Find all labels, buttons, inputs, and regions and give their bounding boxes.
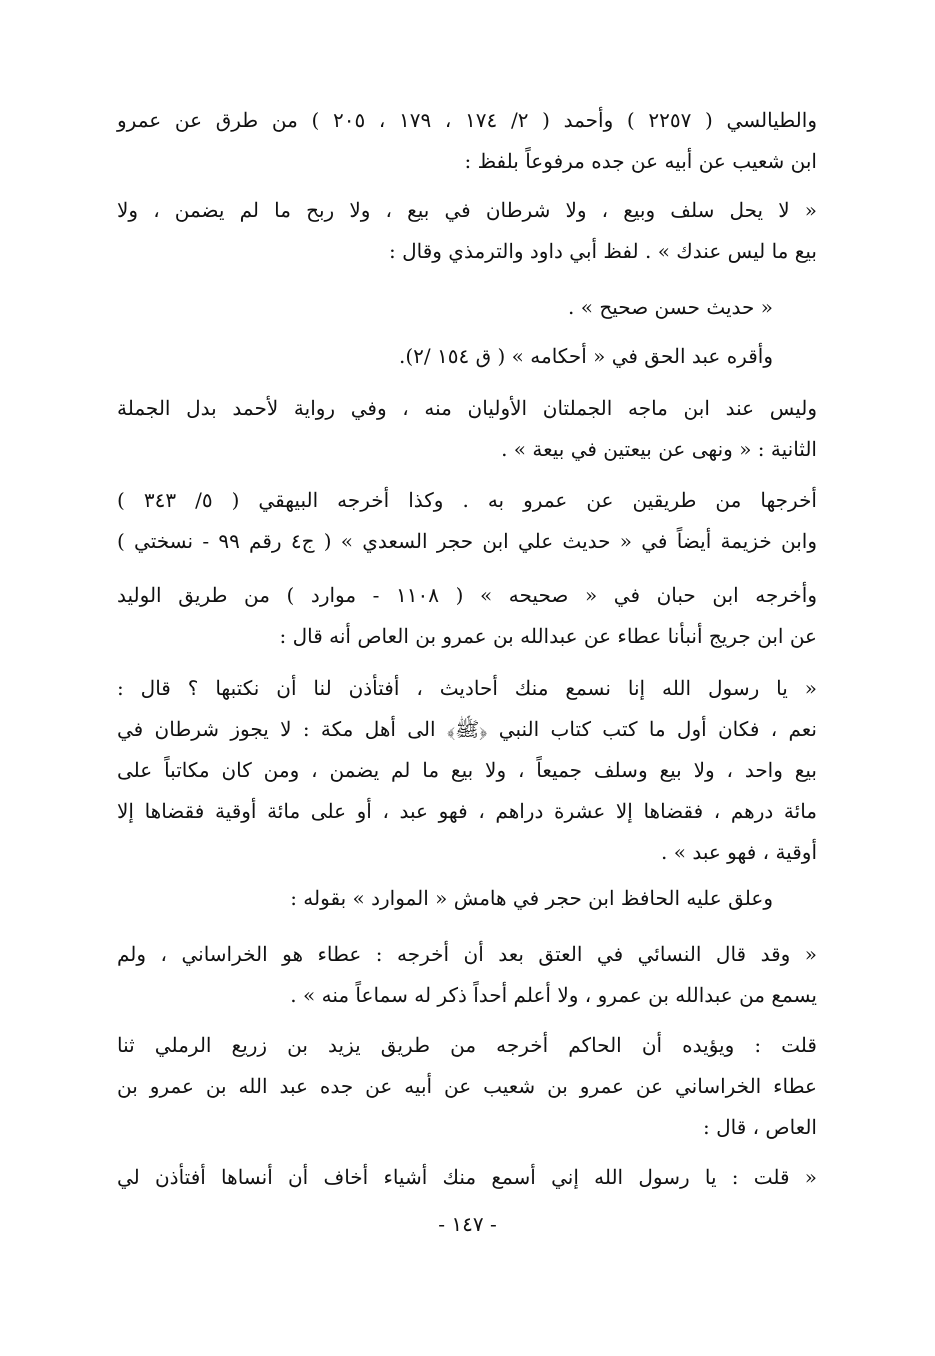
text-line: وليس عند ابن ماجه الجملتان الأوليان منه ، وفي رواية لأحمد بدل الجملة — [117, 396, 817, 420]
text-line: وابن خزيمة أيضاً في « حديث علي ابن حجر السعدي » ( ج٤ رقم ٩٩ - نسختي ) — [117, 529, 818, 553]
text-line: وأقره عبد الحق في « أحكامه » ( ق ١٥٤ /٢). — [399, 344, 773, 368]
text-line: عطاء الخراساني عن عمرو بن شعيب عن أبيه عن جده عبد الله بن عمرو بن — [117, 1074, 817, 1098]
paragraph-7 — [117, 575, 817, 657]
text-line: العاص ، قال : — [702, 1115, 817, 1139]
text-line: قلت : ويؤيده أن الحاكم أخرجه من طريق يزيد بن زريع الرملي ثنا — [117, 1033, 817, 1057]
paragraph-1 — [117, 100, 817, 182]
text-line: نعم ، فكان أول ما كتب كتاب النبي ﴿ﷺ﴾ الى أهل مكة : لا يجوز شرطان في — [117, 717, 817, 741]
text-line: « قلت : يا رسول الله إني أسمع منك أشياء أخاف أن أنساها أفتأذن لي — [117, 1165, 817, 1189]
text-line: والطيالسي ( ٢٢٥٧ ) وأحمد ( ٢/ ١٧٤ ، ١٧٩ ، ٢٠٥ ) من طرق عن عمرو — [117, 108, 817, 132]
text-line: « يا رسول الله إنا نسمع منك أحاديث ، أفتأذن لنا أن نكتبها ؟ قال : — [117, 676, 817, 700]
text-line: وعلق عليه الحافظ ابن حجر في هامش « الموارد » بقوله : — [290, 886, 773, 910]
paragraph-9 — [117, 878, 817, 919]
paragraph-6 — [117, 480, 817, 562]
paragraph-11 — [117, 1025, 817, 1148]
text-line: يسمع من عبدالله بن عمرو ، ولا أعلم أحداً ذكر له سماعاً منه » . — [290, 983, 817, 1007]
text-line: مائة درهم ، فقضاها إلا عشرة دراهم ، فهو عبد ، أو على مائة أوقية فقضاها إلا — [117, 799, 817, 823]
text-line: أخرجها من طريقين عن عمرو به . وكذا أخرجه البيهقي ( ٥/ ٣٤٣ ) — [117, 488, 817, 512]
paragraph-5 — [117, 388, 817, 470]
text-line: عن ابن جريج أنبأنا عطاء عن عبدالله بن عمرو بن العاص أنه قال : — [279, 624, 817, 648]
text-line: الثانية : « ونهى عن بيعتين في بيعة » . — [501, 437, 817, 461]
text-line: « وقد قال النسائي في العتق بعد أن أخرجه : عطاء هو الخراساني ، ولم — [117, 942, 817, 966]
text-line: ابن شعيب عن أبيه عن جده مرفوعاً بلفظ : — [464, 149, 817, 173]
text-line: بيع واحد ، ولا بيع وسلف جميعاً ، ولا بيع ما لم يضمن ، ومن كان مكاتباً على — [117, 758, 817, 782]
text-line: « لا يحل سلف وبيع ، ولا شرطان في بيع ، ولا ربح ما لم يضمن ، ولا — [117, 198, 817, 222]
paragraph-3 — [117, 287, 817, 328]
paragraph-10 — [117, 934, 817, 1016]
text-line: بيع ما ليس عندك » . لفظ أبي داود والترمذي وقال : — [389, 239, 817, 263]
text-line: أوقية ، فهو عبد » . — [661, 840, 817, 864]
text-line: « حديث حسن صحيح » . — [568, 295, 773, 319]
text-line: وأخرجه ابن حبان في « صحيحه » ( ١١٠٨ - موارد ) من طريق الوليد — [117, 583, 817, 607]
paragraph-4 — [117, 336, 817, 377]
page-number: - ١٤٧ - — [438, 1212, 497, 1236]
paragraph-8 — [117, 668, 817, 873]
paragraph-2 — [117, 190, 817, 272]
paragraph-12 — [117, 1157, 817, 1198]
